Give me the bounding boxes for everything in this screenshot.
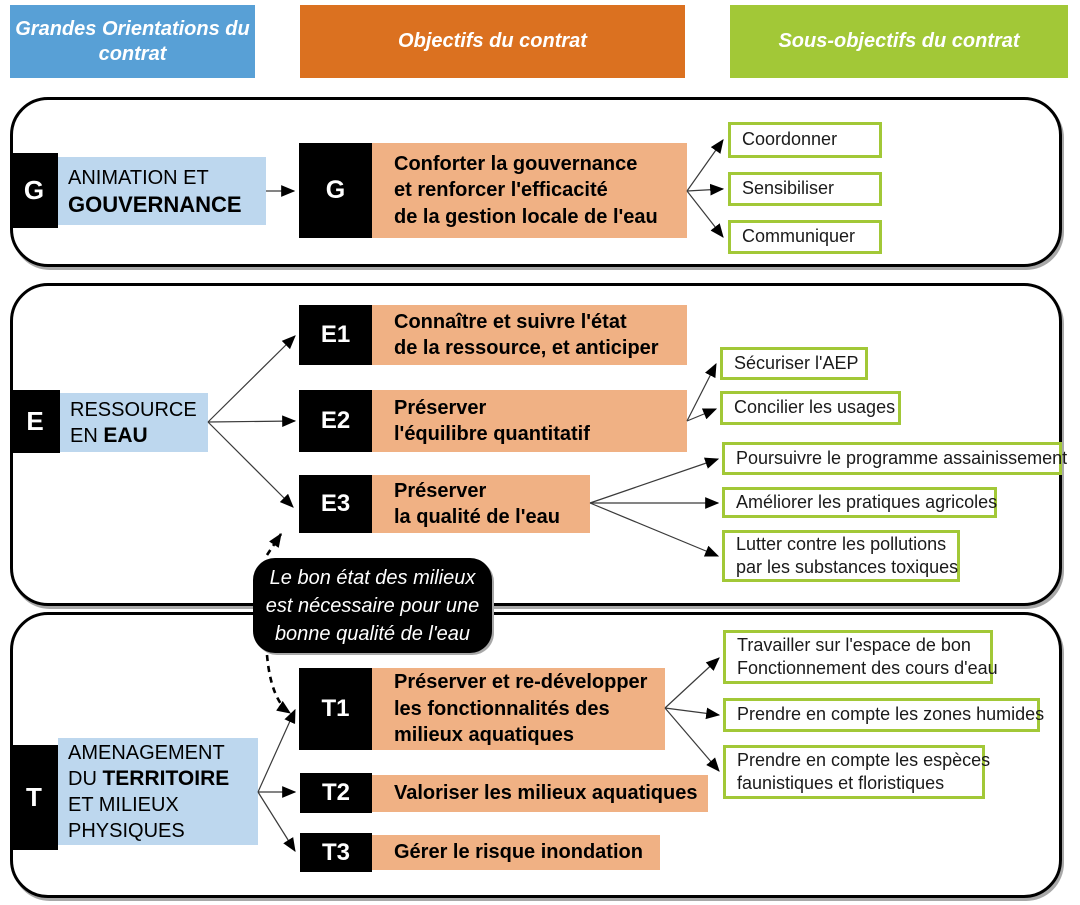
objective-code-g [299,143,372,238]
orientation-code-g-label: G [23,175,45,205]
sub-objective-sensibiliser-label: Sensibiliser [742,178,835,199]
orientation-t-line1: AMENAGEMENT [68,741,225,764]
objective-e3-line2: la qualité de l'eau [394,506,560,528]
orientation-t-box [58,738,258,845]
orientation-e-line2-prefix: EN [70,424,104,447]
objective-t3-line1: Gérer le risque inondation [394,841,643,864]
objective-e2-line1: Préserver [394,396,487,419]
orientation-e-line1: RESSOURCE [70,398,197,421]
header-grandes-orientations-label: Grandes Orientations du contrat [15,17,250,65]
sub-objective-zones-humides-label: Prendre en compte les zones humides [737,704,1045,725]
objective-t3-box [372,835,660,870]
objective-code-e2-label: E2 [320,407,351,434]
sub-objective-concilier-usages [720,391,901,425]
objective-code-e1-label: E1 [320,321,351,348]
objective-t1-line1: Préserver et re-développer [394,671,648,694]
sub-objective-pollutions-toxiques [722,530,960,582]
sub-objective-communiquer [728,220,882,254]
sub-objective-pollutions-toxiques-line2: par les substances toxiques [736,557,959,577]
objective-code-e2 [299,390,372,452]
objective-code-e3 [299,475,372,533]
sub-objective-espace-bon-fonctionnement [723,630,998,684]
objective-t1-line2: les fonctionnalités des [394,697,610,720]
sub-objective-coordonner-label: Coordonner [742,129,838,150]
sub-objective-especes-line2: faunistiques et floristiques [737,773,945,793]
orientation-e-line2 [70,423,208,449]
objective-g-line3: de la gestion locale de l'eau [394,205,658,228]
sub-objective-coordonner [728,122,882,158]
objective-e2-box [372,390,687,452]
objective-code-t2 [300,773,372,813]
orientation-t-line2-bold: TERRITOIRE [102,766,230,790]
sub-objective-assainissement-label: Poursuivre le programme assainissement [736,447,1068,468]
orientation-g-line1: ANIMATION ET [68,166,209,189]
header-grandes-orientations [10,5,255,78]
orientation-e-box [60,393,208,452]
objective-t2-box [372,775,708,812]
header-sous-objectifs-label: Sous-objectifs du contrat [778,30,1020,52]
objective-g-box [372,143,687,238]
objective-code-e3-label: E3 [320,490,351,517]
note-line3: bonne qualité de l'eau [274,622,471,645]
sub-objective-espace-line2: Fonctionnement des cours d'eau [737,658,998,678]
note-line1: Le bon état des milieux [269,566,476,589]
sub-objective-pratiques-agricoles [722,487,997,518]
objective-e1-box [372,305,687,365]
orientation-t-line2-prefix: DU [68,767,103,790]
objective-e1-line1: Connaître et suivre l'état [394,310,627,333]
sub-objective-espace-line1: Travailler sur l'espace de bon [737,634,971,655]
objective-g-line2: et renforcer l'efficacité [394,179,608,202]
objective-code-g-label: G [325,176,346,204]
objective-code-t1-label: T1 [321,695,350,722]
objective-e3-line1: Préserver [394,479,487,502]
sub-objective-securiser-aep [720,347,868,380]
orientation-g-line2: GOUVERNANCE [68,191,242,217]
objective-e2-line2: l'équilibre quantitatif [394,423,590,445]
objective-e1-line2: de la ressource, et anticiper [394,337,659,359]
orientation-code-g [10,153,58,228]
sub-objective-assainissement [722,442,1068,475]
objective-t2-line1: Valoriser les milieux aquatiques [394,782,698,805]
sub-objective-securiser-aep-label: Sécuriser l'AEP [734,352,859,373]
objective-code-t3-label: T3 [321,838,350,866]
orientation-e-line2-bold: EAU [103,423,148,447]
orientation-code-e [10,390,60,453]
objective-t1-line3: milieux aquatiques [394,724,575,747]
objective-t1-box [372,668,665,750]
note-line2: est nécessaire pour une [265,594,480,617]
note-bon-etat-milieux [253,558,492,653]
header-objectifs [300,5,685,78]
objective-code-t1 [299,668,372,750]
orientation-t-line3: ET MILIEUX [68,793,179,816]
orientation-g-box [58,157,266,225]
orientation-code-t [10,745,58,850]
orientation-t-line2 [68,766,258,792]
objective-code-e1 [299,305,372,365]
sub-objective-sensibiliser [728,172,882,206]
sub-objective-communiquer-label: Communiquer [742,226,856,247]
sub-objective-pollutions-toxiques-line1: Lutter contre les pollutions [736,533,947,554]
orientation-t-line4: PHYSIQUES [68,819,185,842]
orientation-code-e-label: E [26,406,44,436]
orientation-code-t-label: T [26,782,42,812]
objective-e3-box [372,475,590,533]
header-sous-objectifs [730,5,1068,78]
objective-code-t3 [300,833,372,872]
sub-objective-concilier-usages-label: Concilier les usages [734,397,896,418]
objective-g-line1: Conforter la gouvernance [394,152,638,175]
sub-objective-pratiques-agricoles-label: Améliorer les pratiques agricoles [736,491,998,512]
header-objectifs-label: Objectifs du contrat [398,30,587,52]
sub-objective-zones-humides [723,698,1045,732]
objective-code-t2-label: T2 [321,779,350,806]
sub-objective-especes-line1: Prendre en compte les espèces [737,749,991,770]
sub-objective-especes [723,745,991,799]
